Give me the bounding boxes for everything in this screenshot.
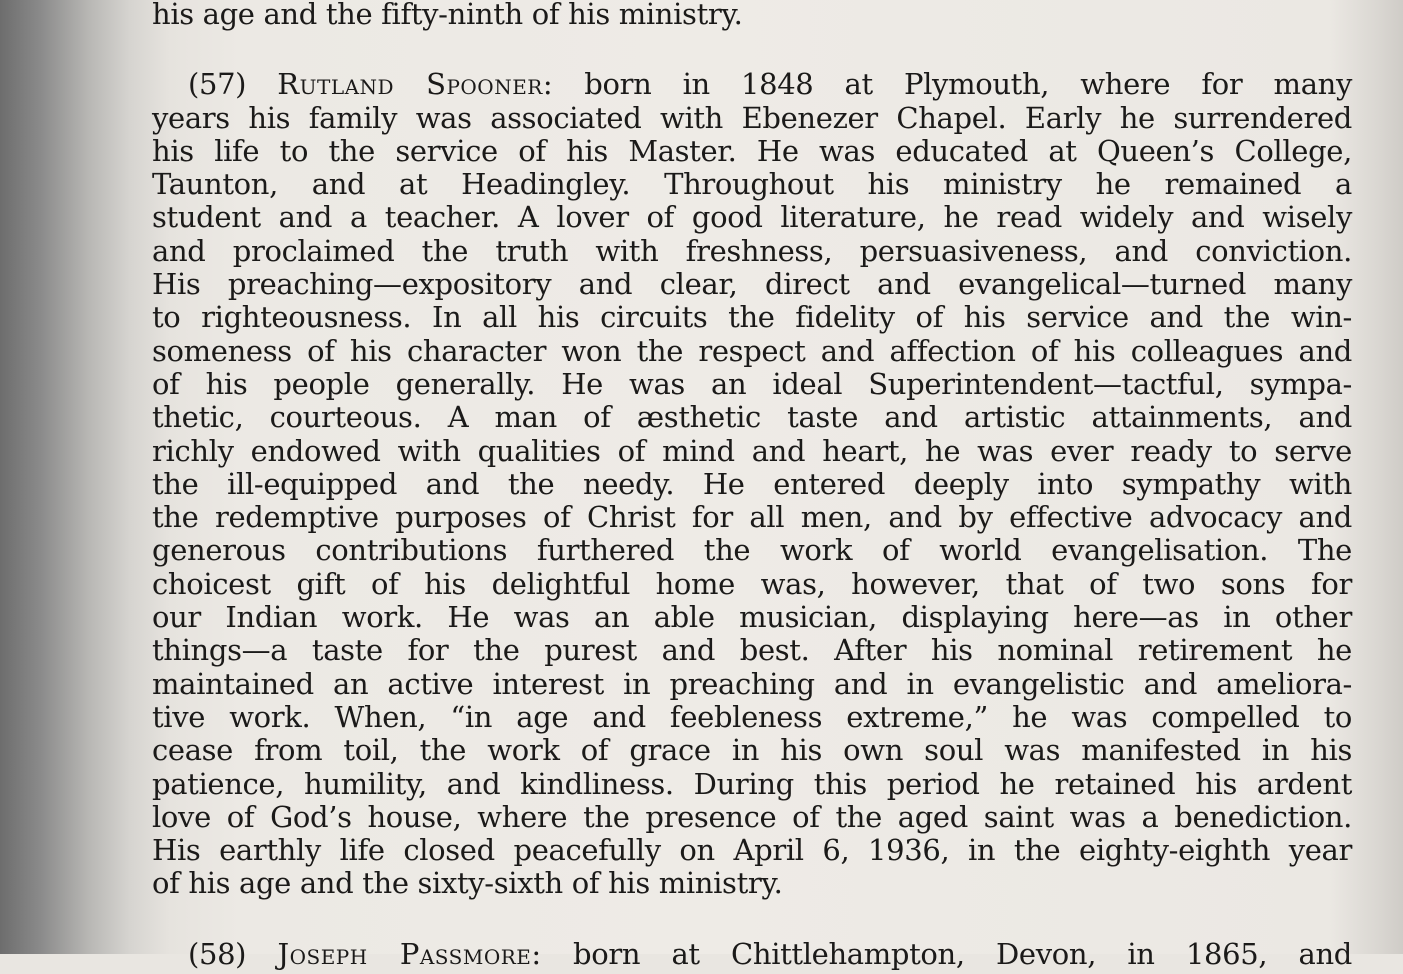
entry-57-line: years his family was associated with Ebenezer Chapel. Early he surrendered — [152, 100, 1352, 135]
previous-entry-last-line: his age and the fifty-ninth of his ministry. — [152, 0, 743, 31]
entry-57-line: His earthly life closed peacefully on April 6, 1936, in the eighty-eighth year — [152, 833, 1352, 868]
entry-57-number: (57) — [188, 67, 247, 102]
entry-57-line: tive work. When, “in age and feebleness extreme,” he was compelled to — [152, 699, 1352, 734]
entry-57-line: things—a taste for the purest and best. After his nominal retirement he — [152, 633, 1352, 668]
entry-57-first-line — [152, 68, 1352, 101]
entry-58-number: (58) — [188, 936, 247, 971]
paragraph-gap — [152, 901, 1352, 938]
entry-57-line: student and a teacher. A lover of good literature, he read widely and wisely — [152, 200, 1352, 235]
entry-57-line: his life to the service of his Master. He was educated at Queen’s College, — [152, 133, 1352, 168]
entry-58-name: Joseph Passmore: — [277, 936, 542, 971]
entry-58-first-line — [152, 938, 1352, 971]
entry-57-line: richly endowed with qualities of mind and heart, he was ever ready to serve — [152, 433, 1352, 468]
entry-57-line: of his people generally. He was an ideal Superintendent—tactful, sympa- — [152, 366, 1352, 401]
entry-57-line: patience, humility, and kindliness. During this period he retained his ardent — [152, 766, 1352, 801]
entry-57-line: our Indian work. He was an able musician, displaying here—as in other — [152, 600, 1352, 635]
page-text — [152, 0, 1352, 974]
entry-57-line: the ill-equipped and the needy. He entered deeply into sympathy with — [152, 466, 1352, 501]
entry-57-line: choicest gift of his delightful home was, however, that of two sons for — [152, 566, 1352, 601]
entry-57-line: His preaching—expository and clear, direct and evangelical—turned many — [152, 267, 1352, 302]
entry-57-line: to righteousness. In all his circuits the fidelity of his service and the win- — [152, 300, 1352, 335]
entry-57-line: maintained an active interest in preaching and in evangelistic and ameliora- — [152, 666, 1352, 701]
entry-57-line: the redemptive purposes of Christ for all men, and by effective advocacy and — [152, 500, 1352, 535]
entry-57-line: someness of his character won the respect and affection of his colleagues and — [152, 333, 1352, 368]
entry-57 — [152, 68, 1352, 900]
entry-57-name: Rutland Spooner: — [277, 67, 554, 102]
entry-57-line: cease from toil, the work of grace in his own soul was manifested in his — [152, 733, 1352, 768]
entry-57-line: love of God’s house, where the presence of the aged saint was a benediction. — [152, 799, 1352, 834]
entry-57-first-line-text: born in 1848 at Plymouth, where for many — [584, 67, 1352, 102]
entry-57-line: thetic, courteous. A man of æsthetic taste and artistic attainments, and — [152, 400, 1352, 435]
entry-57-line: Taunton, and at Headingley. Throughout his ministry he remained a — [152, 167, 1352, 202]
entry-57-line: generous contributions furthered the work of world evangelisation. The — [152, 533, 1352, 568]
paragraph-gap — [152, 31, 1352, 68]
entry-57-last-line: of his age and the sixty-sixth of his ministry. — [152, 866, 783, 901]
entry-57-line: and proclaimed the truth with freshness, persuasiveness, and conviction. — [152, 233, 1352, 268]
entry-58-first-line-text: born at Chittlehampton, Devon, in 1865, and — [573, 936, 1353, 971]
entry-58 — [152, 938, 1352, 974]
